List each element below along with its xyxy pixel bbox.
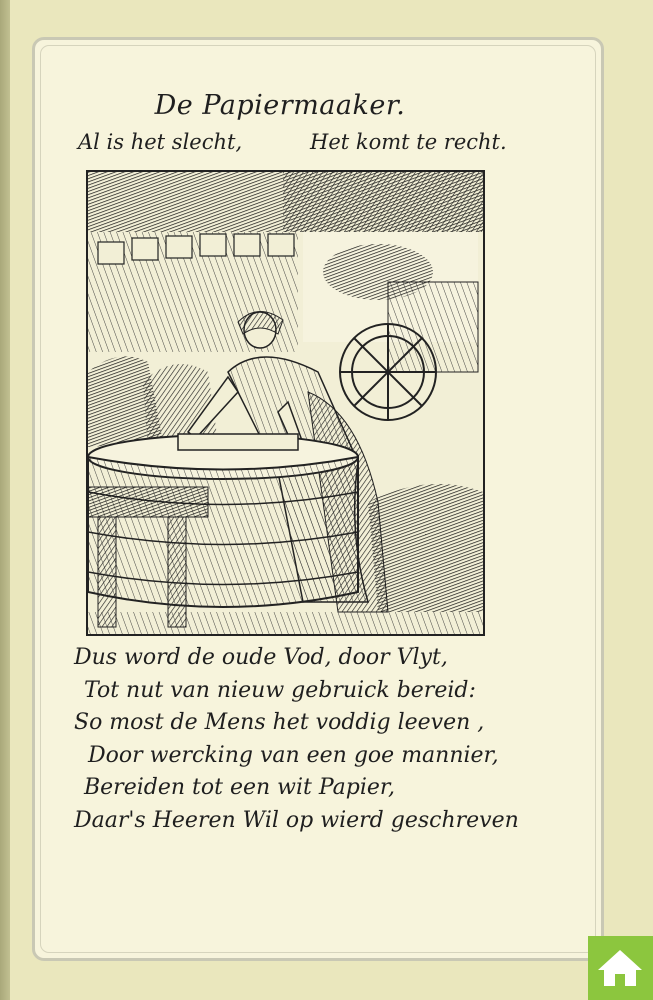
papermaker-engraving [86,170,485,636]
engraving-illustration [88,172,483,634]
verse-block [74,642,534,838]
house-logo-icon [588,936,653,1000]
verse-line: Door wercking van een goe mannier, [88,742,499,768]
motto-left: Al is het slecht, [78,130,243,154]
verse-line: Dus word de oude Vod, door Vlyt, [74,645,448,670]
page-title: De Papiermaaker. [154,90,406,121]
paper-vat [88,434,358,607]
paper-mould [178,434,298,450]
ground-shrubs [368,484,483,612]
verse-line: Tot nut van nieuw gebruick bereid: [84,677,476,703]
verse-line: Daar's Heeren Wil op wierd geschreven [74,807,519,833]
verse-line: So most de Mens het voddig leeven , [74,710,485,736]
house-logo-shape [588,936,653,1000]
water-wheel [340,324,436,420]
motto-right: Het komt te recht. [310,130,507,154]
verse-line: Bereiden tot een wit Papier, [84,775,396,801]
